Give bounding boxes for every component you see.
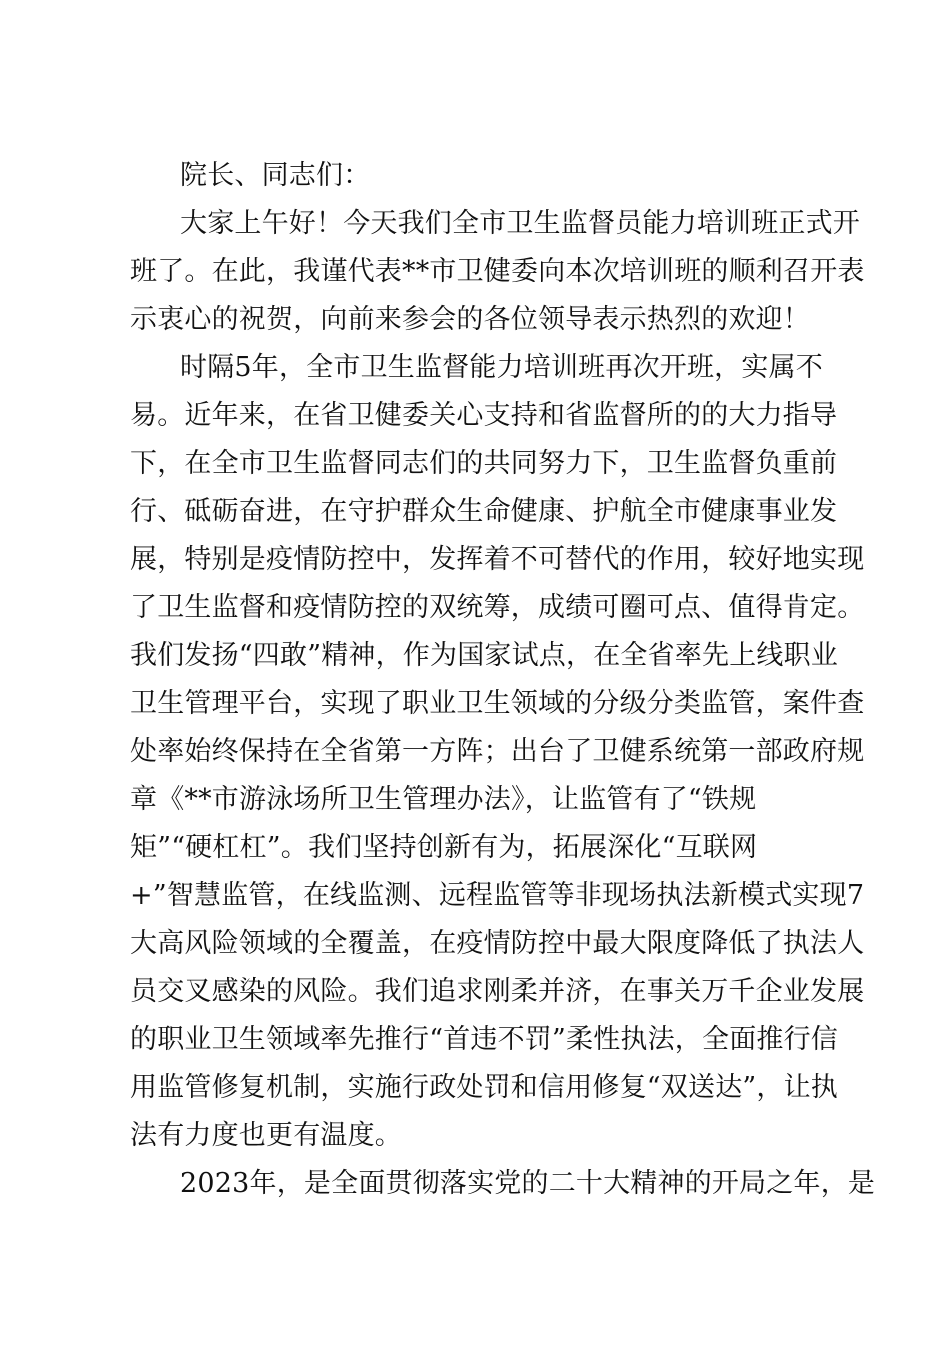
paragraph-2-line-5: 展，特别是疫情防控中，发挥着不可替代的作用，较好地实现 [130, 544, 865, 575]
paragraph-2-line-8: 卫生管理平台，实现了职业卫生领域的分级分类监管，案件查 [130, 688, 865, 719]
paragraph-2-line-3: 下，在全市卫生监督同志们的共同努力下，卫生监督负重前 [130, 448, 838, 479]
paragraph-1-line-2: 班了。在此，我谨代表**市卫健委向本次培训班的顺利召开表 [130, 256, 865, 287]
salutation-line: 院长、同志们： [180, 160, 371, 191]
paragraph-3-line-1: 2023年，是全面贯彻落实党的二十大精神的开局之年，是 [180, 1168, 876, 1199]
paragraph-2-line-7: 我们发扬“四敢”精神，作为国家试点，在全省率先上线职业 [130, 640, 839, 671]
paragraph-2-line-10: 章《**市游泳场所卫生管理办法》，让监管有了“铁规 [130, 784, 757, 815]
paragraph-2-line-6: 了卫生监督和疫情防控的双统筹，成绩可圈可点、值得肯定。 [130, 592, 865, 623]
paragraph-2-line-14: 员交叉感染的风险。我们追求刚柔并济，在事关万千企业发展 [130, 976, 865, 1007]
paragraph-2-line-13: 大高风险领域的全覆盖，在疫情防控中最大限度降低了执法人 [130, 928, 865, 959]
paragraph-2-line-2: 易。近年来，在省卫健委关心支持和省监督所的的大力指导 [130, 400, 838, 431]
paragraph-1-line-1: 大家上午好！今天我们全市卫生监督员能力培训班正式开 [180, 208, 860, 239]
paragraph-1-line-3: 示衷心的祝贺，向前来参会的各位领导表示热烈的欢迎！ [130, 304, 810, 335]
paragraph-2-line-15: 的职业卫生领域率先推行“首违不罚”柔性执法，全面推行信 [130, 1024, 839, 1055]
paragraph-2-line-17: 法有力度也更有温度。 [130, 1120, 402, 1151]
speech-body [130, 152, 876, 1208]
paragraph-2-line-11: 矩”“硬杠杠”。我们坚持创新有为，拓展深化“互联网 [130, 832, 758, 863]
paragraph-2-line-9: 处率始终保持在全省第一方阵；出台了卫健系统第一部政府规 [130, 736, 865, 767]
paragraph-2-line-16: 用监管修复机制，实施行政处罚和信用修复“双送达”，让执 [130, 1072, 839, 1103]
paragraph-2-line-12: +”智慧监管，在线监测、远程监管等非现场执法新模式实现7 [130, 880, 865, 911]
paragraph-2-line-1: 时隔5年，全市卫生监督能力培训班再次开班，实属不 [180, 352, 823, 383]
paragraph-2-line-4: 行、砥砺奋进，在守护群众生命健康、护航全市健康事业发 [130, 496, 838, 527]
